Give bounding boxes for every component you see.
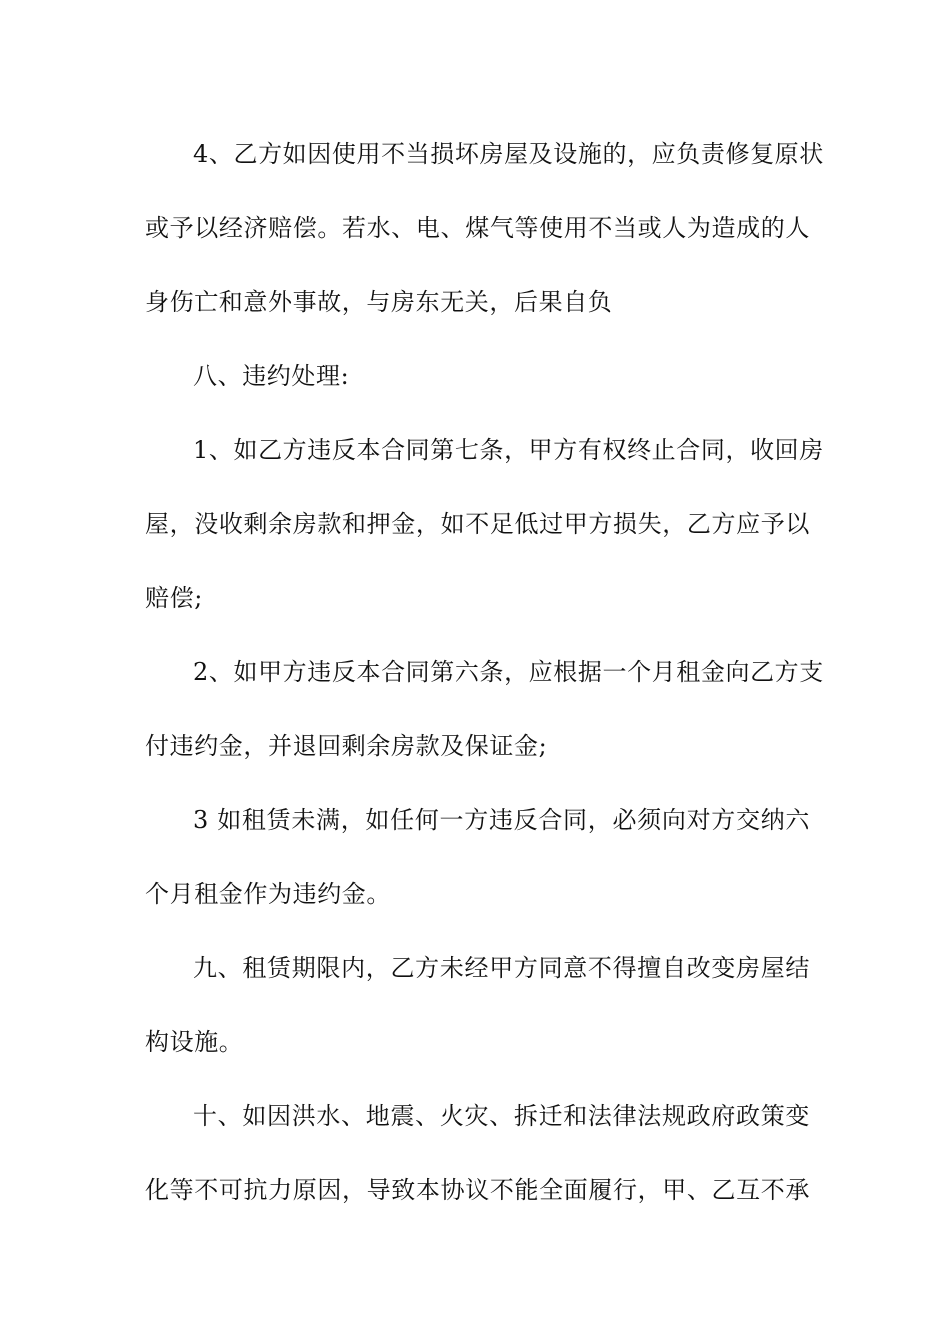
text-line: 1、如乙方违反本合同第七条，甲方有权终止合同，收回房 (193, 436, 824, 464)
text-line: 2、如甲方违反本合同第六条，应根据一个月租金向乙方支 (193, 658, 824, 686)
text-line: 身伤亡和意外事故，与房东无关，后果自负 (145, 288, 613, 316)
text-line: 十、如因洪水、地震、火灾、拆迁和法律法规政府政策变 (193, 1102, 810, 1130)
text-line: 九、租赁期限内，乙方未经甲方同意不得擅自改变房屋结 (193, 954, 810, 982)
text-line: 或予以经济赔偿。若水、电、煤气等使用不当或人为造成的人 (145, 214, 810, 242)
text-line: 构设施。 (145, 1028, 244, 1056)
text-line: 4、乙方如因使用不当损坏房屋及设施的，应负责修复原状 (193, 140, 824, 168)
text-line: 屋，没收剩余房款和押金，如不足低过甲方损失，乙方应予以 (145, 510, 810, 538)
text-line: 3 如租赁未满，如任何一方违反合同，必须向对方交纳六 (193, 806, 810, 834)
text-line: 个月租金作为违约金。 (145, 880, 391, 908)
text-line: 化等不可抗力原因，导致本协议不能全面履行，甲、乙互不承 (145, 1176, 810, 1204)
text-line: 付违约金，并退回剩余房款及保证金; (145, 732, 548, 760)
section-heading: 八、违约处理: (193, 362, 350, 390)
text-line: 赔偿; (145, 584, 203, 612)
